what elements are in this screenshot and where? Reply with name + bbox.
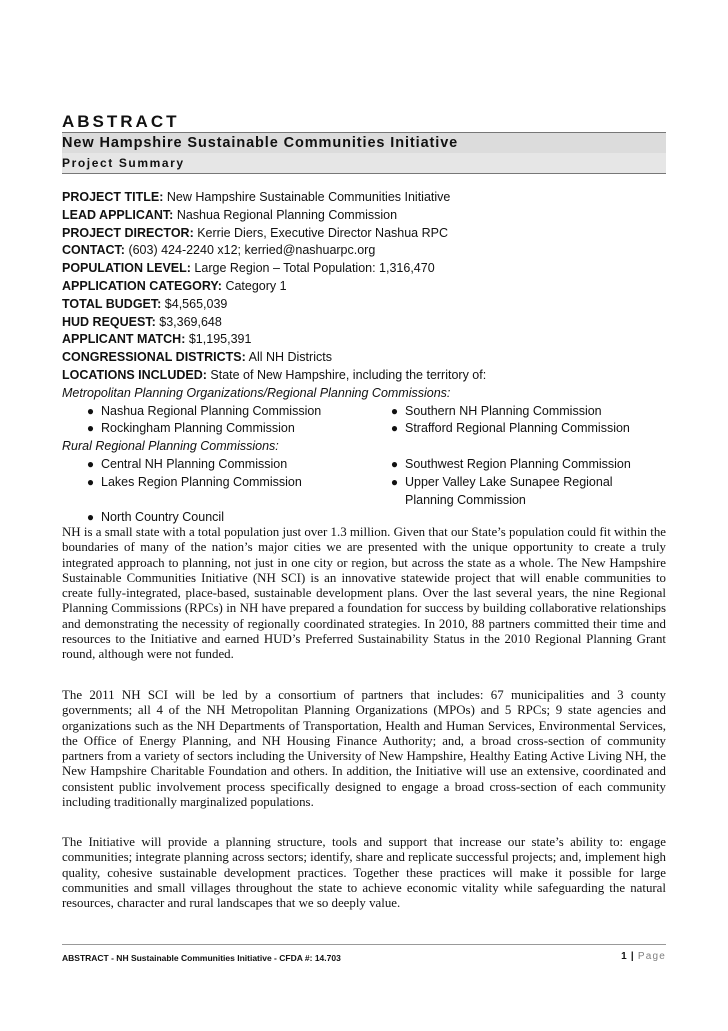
field-label: HUD REQUEST: [62,314,156,329]
field-value: Large Region – Total Population: 1,316,470 [194,261,435,276]
bullet-icon: ● [390,474,399,489]
field-total-budget [62,296,666,314]
field-value: All NH Districts [248,350,332,365]
footer-divider [62,944,666,945]
field-value: (603) 424-2240 x12; kerried@nashuarpc.org [128,243,376,258]
page-number: 1 [621,951,628,962]
project-fields [62,189,666,527]
field-label: PROJECT TITLE: [62,190,164,204]
field-lead-applicant [62,207,666,225]
paragraph-consortium: The 2011 NH SCI will be led by a consortium of partners that includes: 67 municipalities and 3 county governments; all 4 of the NH Metropolitan Planning Organizations (MPOs) and 5 RPCs; 9 state agencies and organizations such as the NH Departments of Transportation, Health and Human Services, Environmental Services, the Office of Energy Planning, and NH Housing Finance Authority; and, a broad cross-section of community partners from a variety of sectors including the University of New Hampshire, Healthy Eating Active Living NH, the New Hampshire Charitable Foundation and others. In addition, the Initiative will use an extensive, coordinated and consistent public involvement process specifically designed to engage a broad cross-section of each community including traditionally marginalized populations. [62,688,666,810]
list-item: ● Nashua Regional Planning Commission [62,403,370,421]
rural-group-title: Rural Regional Planning Commissions: [62,439,279,454]
bullet-icon: ● [390,456,399,471]
field-value: New Hampshire Sustainable Communities Initiative [166,190,451,204]
list-item: ● Southern NH Planning Commission [370,403,640,421]
field-label: POPULATION LEVEL: [62,261,191,276]
bullet-icon: ● [86,474,95,489]
field-label: TOTAL BUDGET: [62,296,162,311]
metro-group-title: Metropolitan Planning Organizations/Regional Planning Commissions: [62,385,451,400]
list-item: ● North Country Council [62,509,370,527]
field-population-level [62,260,666,278]
bullet-icon: ● [390,403,399,418]
field-application-category [62,278,666,296]
field-label: LEAD APPLICANT: [62,207,174,222]
field-congressional-districts [62,349,666,367]
field-value: $1,195,391 [188,332,252,347]
page-separator: | [630,951,635,962]
field-contact [62,242,666,260]
rural-commission-list [62,456,666,527]
field-label: CONGRESSIONAL DISTRICTS: [62,350,246,365]
field-label: CONTACT: [62,243,125,258]
field-label: APPLICATION CATEGORY: [62,278,222,293]
field-project-director [62,225,666,243]
page-label: Page [637,951,666,962]
field-value: State of New Hampshire, including the territory of: [210,367,487,382]
document-subtitle: Project Summary [62,153,666,174]
list-item: ● Central NH Planning Commission [62,456,370,474]
field-value: Nashua Regional Planning Commission [176,207,398,222]
field-value: Category 1 [225,278,287,293]
list-item: ● Lakes Region Planning Commission [62,474,370,510]
document-title: New Hampshire Sustainable Communities Initiative [62,132,666,153]
bullet-icon: ● [86,456,95,471]
field-label: APPLICANT MATCH: [62,332,186,347]
field-hud-request [62,314,666,332]
field-project-title [62,189,666,207]
bullet-icon: ● [390,421,399,436]
field-value: $4,565,039 [164,296,228,311]
list-item: ● Upper Valley Lake Sunapee Regional Planning Commission [370,474,640,510]
abstract-heading: ABSTRACT [62,112,180,131]
bullet-icon: ● [86,510,95,525]
paragraph-intro: NH is a small state with a total population just over 1.3 million. Given that our State’s population could fit within the boundaries of many of the nation’s major cities we are presented with the unique opportunity to create a truly integrated approach to planning, not just in one city or region, but across the state as a whole. The New Hampshire Sustainable Communities Initiative (NH SCI) is an innovative statewide project that will enable communities to create fully-integrated, place-based, sustainable development plans. Over the last several years, the nine Regional Planning Commissions (RPCs) in NH have prepared a foundation for success by building collaborative relationships and demonstrating the necessity of regionally coordinated strategies. In 2010, 88 partners committed their time and resources to the Initiative and earned HUD’s Preferred Sustainability Status in the 2010 Regional Planning Grant round, although were not funded. [62,525,666,662]
list-item: ● Strafford Regional Planning Commission [370,420,640,438]
field-label: LOCATIONS INCLUDED: [62,367,207,382]
field-locations-included [62,367,666,385]
field-value: Kerrie Diers, Executive Director Nashua RPC [197,225,448,240]
footer-document-label: ABSTRACT - NH Sustainable Communities Initiative - CFDA #: 14.703 [62,953,341,963]
bullet-icon: ● [86,421,95,436]
list-item: ● Southwest Region Planning Commission [370,456,640,474]
field-value: $3,369,648 [159,314,222,329]
bullet-icon: ● [86,403,95,418]
metro-commission-list [62,403,666,439]
field-applicant-match [62,331,666,349]
page-indicator [621,951,666,962]
paragraph-initiative: The Initiative will provide a planning structure, tools and support that increase our state’s ability to: engage communities; integrate planning across sectors; identify, share and replicate successful projects; and, implement high quality, cohesive sustainable development practices. Together these practices will make it possible for large communities and small villages throughout the state to achieve economic vitality while safeguarding the natural resources, character and rural landscapes that we so deeply value. [62,835,666,911]
field-label: PROJECT DIRECTOR: [62,225,194,240]
list-item: ● Rockingham Planning Commission [62,420,370,438]
